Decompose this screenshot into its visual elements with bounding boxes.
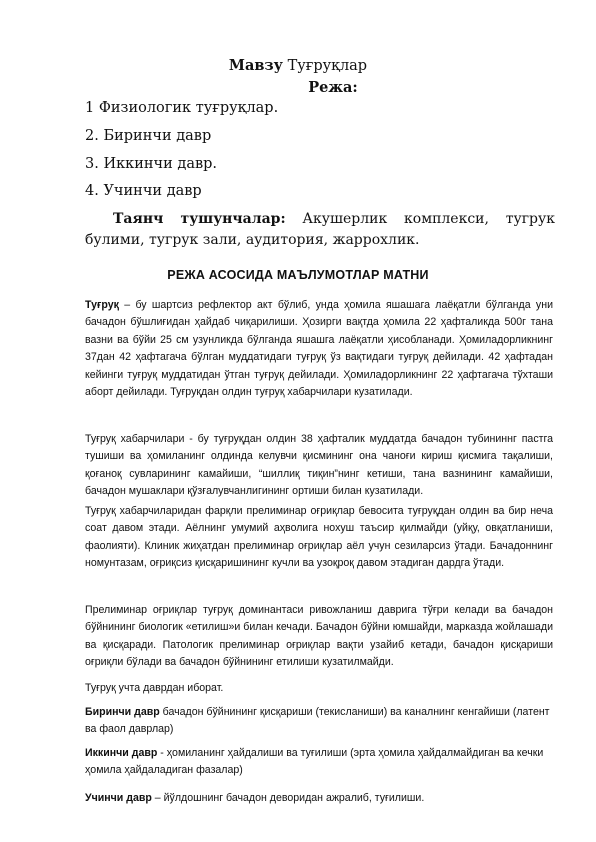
paragraph-harbingers: Туғруқ хабарчилари - бу туғруқдан олдин 38 ҳафталик муддатда бачадон тубининнг пастга тушиши ва ҳомиланинг олдинда келувчи қисмининг она чаноғи кириш қисмига тақалиши, қоғаноқ сувларининг камайиши, “шиллиқ тиқин”нинг кетиши, тана вазнининг камайиши, бачадон мушаклари қўзғалувчанлигининг ортиши билан кузатилади. xyxy=(85,433,553,498)
plan-item-2: 2. Биринчи давр xyxy=(85,128,212,144)
topic-label: Мавзу xyxy=(228,57,283,74)
paragraph-third-stage xyxy=(85,790,553,807)
paragraph-stages-intro: Туғруқ учта даврдан иборат. xyxy=(85,682,224,694)
paragraph-second-stage xyxy=(85,745,553,780)
plan-item-4: 4. Учинчи давр xyxy=(85,183,202,199)
paragraph-text: – йўлдошнинг бачадон деворидан ажралиб, туғилиши. xyxy=(151,792,425,804)
paragraph-first-stage xyxy=(85,704,553,739)
keywords-paragraph xyxy=(85,209,555,251)
plan-item-3: 3. Иккинчи давр. xyxy=(85,156,218,172)
term-first-stage: Биринчи давр xyxy=(85,706,160,718)
paragraph-dominant: Прелиминар оғриқлар туғруқ доминантаси ривожланиш даврига тўғри келади ва бачадон бўйнининг биологик «етилиш»и билан кечади. Бачадон бўйни юмшайди, марказда жойлашади ва қисқаради. Патологик прелиминар оғриқлар вақти узайиб кетади, бачадон қисқариши оғриқли бўлади ва бачадон бўйнининг етилиши кузатилмайди. xyxy=(85,604,553,669)
plan-title: Режа: xyxy=(308,79,358,96)
paragraph-text: бачадон бўйнининг қисқариши (текисланиши) ва каналнинг кенгайиши (латент ва фаол даврлар) xyxy=(85,706,550,736)
term-third-stage: Учинчи давр xyxy=(85,792,152,804)
topic-heading xyxy=(0,57,596,74)
topic-title: Туғруқлар xyxy=(287,58,368,74)
keywords-text: Акушерлик комплекси, тугрук булими, тугрук зали, аудитория, жаррохлик. xyxy=(85,211,555,248)
paragraph-birth-definition xyxy=(85,297,553,401)
section-title: РЕЖА АСОСИДА МАЪЛУМОТЛАР МАТНИ xyxy=(167,268,429,282)
term-birth: Туғруқ xyxy=(85,299,119,311)
keywords-label: Таянч тушунчалар: xyxy=(113,211,286,227)
paragraph-preliminary-pains: Туғруқ хабарчиларидан фарқли прелиминар оғриқлар бевосита туғруқдан олдин ва бир неча соат давом этади. Аёлнинг умумий аҳволига нохуш таъсир қилмайди (уйқу, овқатланиши, фаолияти). Клиник жиҳатдан прелиминар оғриқлар аёл учун сезиларсиз ўтади. Бачадоннинг номунтазам, оғриқсиз қисқаришининг кучли ва узоқроқ давом этадиган дардга ўтади. xyxy=(85,505,553,570)
paragraph-text: – бу шартсиз рефлектор акт бўлиб, унда ҳомила яшашага лаёқатли бўлганда уни бачадон бўшлиғидан ҳайдаб чиқарилиши. Ҳозирги вақтда ҳомила 22 ҳафталикда 500г тана вазни ва бўйи 25 см узунликда бўлганда яшашга лаёқатли ҳисобланади. Ҳомиладорликнинг 37дан 42 ҳафтагача бўлган муддатидаги туғруқ ўз вақтидаги туғруқ дейилади. 42 ҳафтадан кейинги туғруқ муддатидан ўтган туғруқ дейилади. Ҳомиладорликнинг 22 ҳафтагача тўхташи аборт дейилади. Туғруқдан олдин туғруқ хабарчилари кузатилади. xyxy=(85,299,553,399)
plan-item-1: 1 Физиологик туғруқлар. xyxy=(85,100,279,116)
paragraph-text: - ҳомиланинг ҳайдалиши ва туғилиши (эрта ҳомила ҳайдалмайдиган ва кечки ҳомила ҳайдаладиган фазалар) xyxy=(85,747,544,777)
term-second-stage: Иккинчи давр xyxy=(85,747,158,759)
